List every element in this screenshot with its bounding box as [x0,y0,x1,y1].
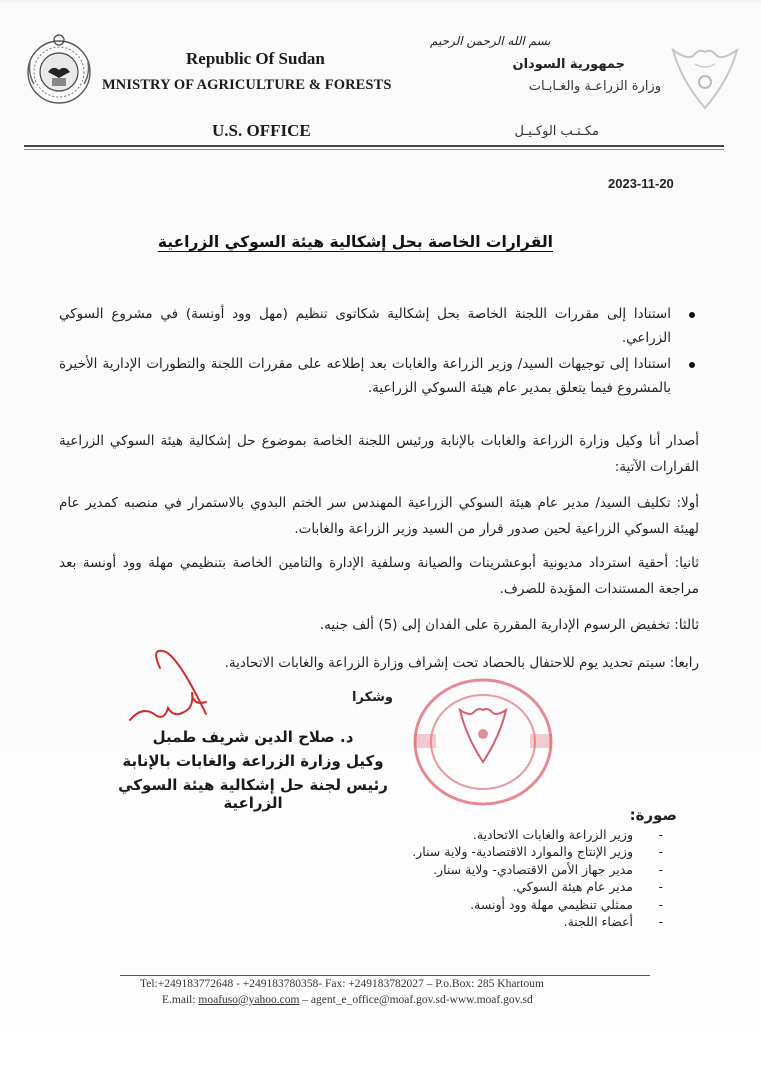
ministry-name-ar: وزارة الزراعـة والغـابـات [528,79,661,94]
preamble-item: استنادا إلى توجيهات السيد/ وزير الزراعة والغابات بعد إطلاعه على مقررات اللجنة والتطورات الإدارية الأخيرة بالمشروع فيما يتعلق بمدير عام هيئة السوكي الزراعية. [59,352,699,400]
office-name-en: U.S. OFFICE [212,121,311,140]
footer-contact: Tel:+249183772648 - +249183780358- Fax: +249183782027 – P.o.Box: 285 Khartoum [140,978,544,990]
signatory-name: د. صلاح الدين شريف طمبل [152,728,354,746]
decision-second: ثانيا: أحقية استرداد مديونية أبوعشرينات والصيانة وسلفية الإدارة والتامين الخاصة بتنظيمي مهلة وود أونسة بعد مراجعة المستندات المؤيدة للصرف. [59,555,699,597]
preamble-list [59,302,699,400]
letter-date: 2023-11-20 [608,176,674,191]
bullet-icon [689,362,695,368]
sudan-eagle-emblem-icon [665,40,745,112]
cc-label: صورة: [629,806,677,824]
cc-item: - وزير الإنتاج والموارد الاقتصادية- ولاية سنار. [412,844,663,860]
footer-email-line [162,994,533,1006]
letter-subject: القرارات الخاصة بحل إشكالية هيئة السوكي الزراعية [157,233,553,251]
decision-third: ثالثا: تخفيض الرسوم الإدارية المقررة على الفدان إلى (5) ألف جنيه. [319,617,699,633]
header-divider [24,145,724,147]
decision-fourth: رابعا: سيتم تحديد يوم للاحتفال بالحصاد تحت إشراف وزارة الزراعة والغابات الاتحادية. [224,655,699,671]
intro-paragraph: أصدار أنا وكيل وزارة الزراعة والغابات بالإنابة ورئيس اللجنة الخاصة بموضوع حل إشكالية هيئة السوكي الزراعية القرارات الآتية: [59,433,699,475]
office-name-ar: مكـتـب الوكـيـل [514,124,599,139]
official-stamp-icon [408,672,558,812]
ministry-emblem-icon [22,32,96,106]
signatory-title: وكيل وزارة الزراعة والغابات بالإنابة [122,752,384,770]
country-name-ar: جمهورية السودان [512,57,625,72]
email-label: E.mail: [162,994,199,1006]
cc-item: - مدير عام هيئة السوكي. [512,879,663,895]
handwritten-signature-icon [120,640,260,730]
cc-item: - أعضاء اللجنة. [563,914,663,930]
closing-thanks: وشكرا [352,690,393,705]
cc-item: - ممثلي تنظيمي مهلة وود أونسة. [470,896,663,912]
preamble-item: استنادا إلى مقررات اللجنة الخاصة بحل إشكالية شكاتوى تنظيم (مهل وود أونسة) في مشروع السوكي الزراعي. [59,302,699,350]
decision-first: أولا: تكليف السيد/ مدير عام هيئة السوكي الزراعية المهندس سر الختم البدوي بالاستمرار في منصبه كمدير عام لهيئة السوكي الزراعية لحين صدور قرار من السيد وزير الزراعة والغابات. [59,495,699,537]
cc-list [343,826,663,930]
cc-item: - وزير الزراعة والغابات الاتحادية. [472,827,663,842]
bullet-icon [689,312,695,318]
country-name-en: Republic Of Sudan [186,49,325,68]
footer-divider [120,975,650,976]
cc-item: - مدير جهاز الأمن الاقتصادي- ولاية سنار. [433,861,663,877]
email-rest: – agent_e_office@moaf.gov.sd-www.moaf.gov.sd [299,994,533,1006]
signatory-role: رئيس لجنة حل إشكالية هيئة السوكي الزراعية [118,776,388,812]
basmala: بسم الله الرحمن الرحيم [430,34,551,48]
header-divider-thin [24,149,724,150]
ministry-name-en: MNISTRY OF AGRICULTURE & FORESTS [102,77,392,93]
email-link[interactable]: moafuso@yahoo.com [198,994,300,1006]
